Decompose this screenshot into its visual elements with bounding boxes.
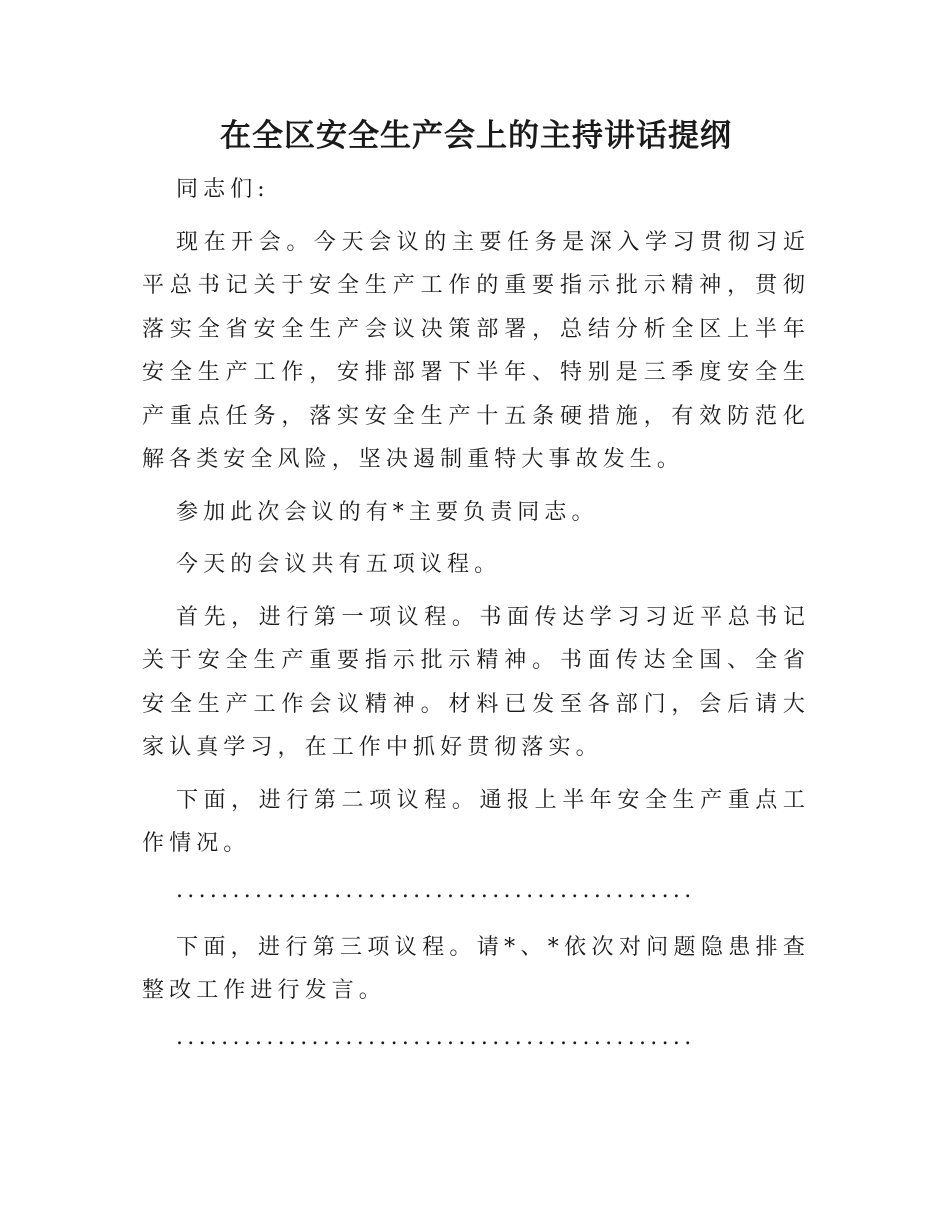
paragraph-agenda-3: 下面，进行第三项议程。请*、*依次对问题隐患排查整改工作进行发言。	[142, 934, 810, 1003]
ellipsis-separator: ..............................................	[176, 877, 696, 903]
paragraph-agenda-1: 首先，进行第一项议程。书面传达学习习近平总书记关于安全生产重要指示批示精神。书面传达全国、全省安全生产工作会议精神。材料已发至各部门，会后请大家认真学习，在工作中抓好贯彻落实。	[142, 604, 810, 760]
paragraph-attendees: 参加此次会议的有*主要负责同志。	[176, 499, 599, 525]
document-title: 在全区安全生产会上的主持讲话提纲	[220, 118, 732, 154]
document-page	[142, 108, 810, 1053]
paragraph-opening: 现在开会。今天会议的主要任务是深入学习贯彻习近平总书记关于安全生产工作的重要指示批示精神，贯彻落实全省安全生产会议决策部署，总结分析全区上半年安全生产工作，安排部署下半年、特别是三季度安全生产重点任务，落实安全生产十五条硬措施，有效防范化解各类安全风险，坚决遏制重特大事故发生。	[142, 229, 810, 472]
ellipsis-separator: ..............................................	[176, 1024, 696, 1050]
salutation: 同志们:	[176, 177, 270, 202]
paragraph-agenda-2: 下面，进行第二项议程。通报上半年安全生产重点工作情况。	[142, 787, 810, 856]
paragraph-agenda-count: 今天的会议共有五项议程。	[176, 552, 502, 577]
